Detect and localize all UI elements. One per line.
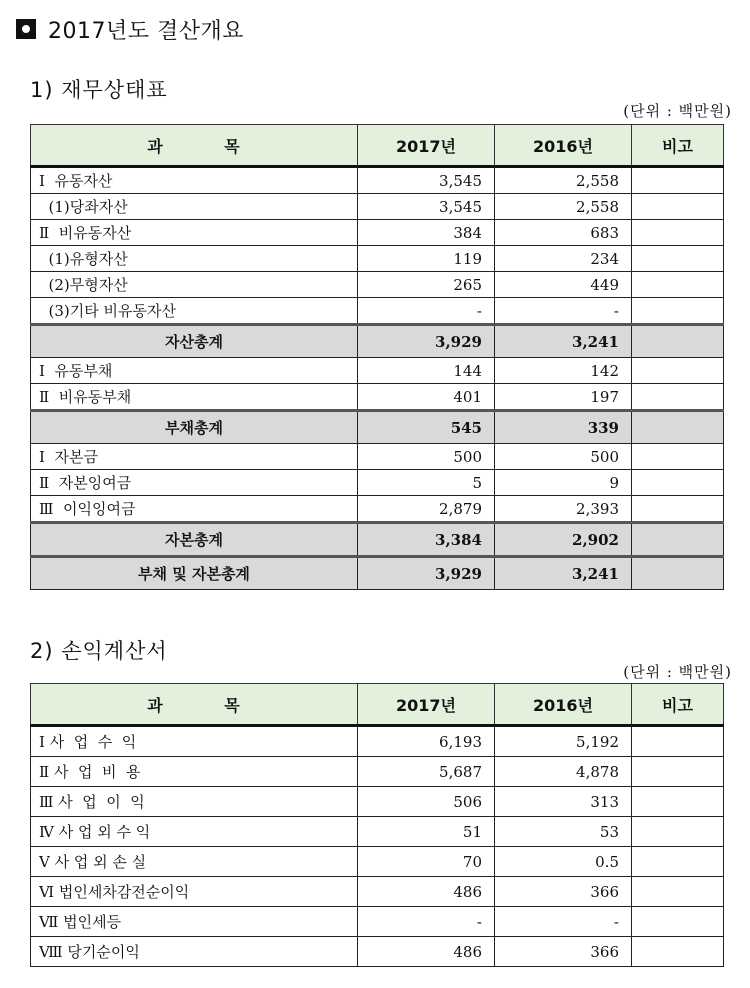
page-title-text: 2017년도 결산개요 (48, 18, 244, 44)
header-2016: 2016년 (495, 684, 632, 726)
value-2016-cell: 142 (495, 358, 632, 384)
account-cell: Ⅱ 자본잉여금 (31, 470, 358, 496)
value-2016-cell: 197 (495, 384, 632, 411)
account-cell: Ⅵ 법인세차감전순이익 (31, 877, 358, 907)
note-cell (632, 246, 724, 272)
value-2016-cell: 3,241 (495, 557, 632, 590)
value-2016-cell: 5,192 (495, 726, 632, 757)
table-row (31, 167, 724, 194)
table-row (31, 298, 724, 325)
value-2016-cell: 3,241 (495, 325, 632, 358)
note-cell (632, 298, 724, 325)
note-cell (632, 411, 724, 444)
value-2016-cell: 4,878 (495, 757, 632, 787)
table-row (31, 358, 724, 384)
value-2017-cell: 3,545 (358, 167, 495, 194)
note-cell (632, 847, 724, 877)
note-cell (632, 220, 724, 246)
value-2017-cell: - (358, 298, 495, 325)
note-cell (632, 757, 724, 787)
note-cell (632, 523, 724, 557)
account-cell: 부채총계 (31, 411, 358, 444)
account-cell: Ⅱ 비유동자산 (31, 220, 358, 246)
value-2017-cell: 486 (358, 877, 495, 907)
value-2017-cell: 144 (358, 358, 495, 384)
account-cell: Ⅰ 유동자산 (31, 167, 358, 194)
note-cell (632, 726, 724, 757)
header-2017: 2017년 (358, 125, 495, 167)
account-cell: (1)당좌자산 (31, 194, 358, 220)
value-2017-cell: 545 (358, 411, 495, 444)
header-note: 비고 (632, 125, 724, 167)
balance-sheet-title: 1) 재무상태표 (30, 78, 168, 102)
value-2016-cell: - (495, 907, 632, 937)
table-total-row (31, 325, 724, 358)
note-cell (632, 937, 724, 967)
value-2017-cell: 5 (358, 470, 495, 496)
note-cell (632, 194, 724, 220)
account-cell: Ⅷ 당기순이익 (31, 937, 358, 967)
value-2017-cell: - (358, 907, 495, 937)
value-2016-cell: 366 (495, 877, 632, 907)
value-2017-cell: 500 (358, 444, 495, 470)
table-row (31, 246, 724, 272)
table-row (31, 907, 724, 937)
account-cell: 부채 및 자본총계 (31, 557, 358, 590)
header-2017: 2017년 (358, 684, 495, 726)
account-cell: 자산총계 (31, 325, 358, 358)
value-2017-cell: 3,929 (358, 325, 495, 358)
value-2016-cell: 366 (495, 937, 632, 967)
header-account: 과 목 (31, 684, 358, 726)
note-cell (632, 444, 724, 470)
income-statement-unit: (단위 : 백만원) (623, 663, 732, 681)
value-2016-cell: 2,558 (495, 167, 632, 194)
table-header-row (31, 684, 724, 726)
table-total-row (31, 523, 724, 557)
note-cell (632, 557, 724, 590)
value-2016-cell: 9 (495, 470, 632, 496)
account-cell: Ⅴ 사 업 외 손 실 (31, 847, 358, 877)
account-cell: Ⅲ 이익잉여금 (31, 496, 358, 523)
account-cell: 자본총계 (31, 523, 358, 557)
account-cell: Ⅶ 법인세등 (31, 907, 358, 937)
table-row (31, 272, 724, 298)
value-2016-cell: 0.5 (495, 847, 632, 877)
note-cell (632, 817, 724, 847)
account-cell: Ⅰ 유동부채 (31, 358, 358, 384)
value-2017-cell: 3,929 (358, 557, 495, 590)
value-2017-cell: 119 (358, 246, 495, 272)
value-2017-cell: 51 (358, 817, 495, 847)
header-note: 비고 (632, 684, 724, 726)
table-row (31, 817, 724, 847)
table-row (31, 384, 724, 411)
note-cell (632, 272, 724, 298)
value-2017-cell: 5,687 (358, 757, 495, 787)
value-2017-cell: 2,879 (358, 496, 495, 523)
note-cell (632, 384, 724, 411)
square-bullet-icon (16, 19, 36, 39)
table-row (31, 757, 724, 787)
note-cell (632, 358, 724, 384)
table-row (31, 937, 724, 967)
income-statement-table (30, 683, 724, 967)
note-cell (632, 877, 724, 907)
table-row (31, 496, 724, 523)
note-cell (632, 167, 724, 194)
note-cell (632, 787, 724, 817)
balance-sheet-table (30, 124, 724, 590)
table-total-row (31, 557, 724, 590)
value-2016-cell: 53 (495, 817, 632, 847)
value-2016-cell: 313 (495, 787, 632, 817)
table-row (31, 847, 724, 877)
table-row (31, 220, 724, 246)
header-2016: 2016년 (495, 125, 632, 167)
table-row (31, 787, 724, 817)
value-2017-cell: 506 (358, 787, 495, 817)
account-cell: Ⅱ 사 업 비 용 (31, 757, 358, 787)
income-statement-title: 2) 손익계산서 (30, 639, 168, 663)
table-header-row (31, 125, 724, 167)
table-row (31, 877, 724, 907)
account-cell: Ⅳ 사 업 외 수 익 (31, 817, 358, 847)
table-total-row (31, 411, 724, 444)
note-cell (632, 907, 724, 937)
note-cell (632, 496, 724, 523)
page-title (16, 12, 244, 46)
value-2017-cell: 384 (358, 220, 495, 246)
account-cell: (2)무형자산 (31, 272, 358, 298)
value-2017-cell: 3,545 (358, 194, 495, 220)
value-2016-cell: 234 (495, 246, 632, 272)
value-2017-cell: 70 (358, 847, 495, 877)
header-account: 과 목 (31, 125, 358, 167)
value-2017-cell: 265 (358, 272, 495, 298)
value-2017-cell: 401 (358, 384, 495, 411)
account-cell: (3)기타 비유동자산 (31, 298, 358, 325)
value-2016-cell: - (495, 298, 632, 325)
note-cell (632, 325, 724, 358)
value-2016-cell: 500 (495, 444, 632, 470)
value-2017-cell: 486 (358, 937, 495, 967)
account-cell: (1)유형자산 (31, 246, 358, 272)
account-cell: Ⅰ 사 업 수 익 (31, 726, 358, 757)
table-row (31, 726, 724, 757)
value-2016-cell: 2,558 (495, 194, 632, 220)
note-cell (632, 470, 724, 496)
value-2016-cell: 339 (495, 411, 632, 444)
value-2016-cell: 683 (495, 220, 632, 246)
balance-sheet-unit: (단위 : 백만원) (623, 102, 732, 120)
account-cell: Ⅲ 사 업 이 익 (31, 787, 358, 817)
value-2017-cell: 6,193 (358, 726, 495, 757)
account-cell: Ⅰ 자본금 (31, 444, 358, 470)
account-cell: Ⅱ 비유동부채 (31, 384, 358, 411)
value-2016-cell: 2,902 (495, 523, 632, 557)
table-row (31, 444, 724, 470)
table-row (31, 194, 724, 220)
value-2016-cell: 2,393 (495, 496, 632, 523)
value-2016-cell: 449 (495, 272, 632, 298)
table-row (31, 470, 724, 496)
value-2017-cell: 3,384 (358, 523, 495, 557)
